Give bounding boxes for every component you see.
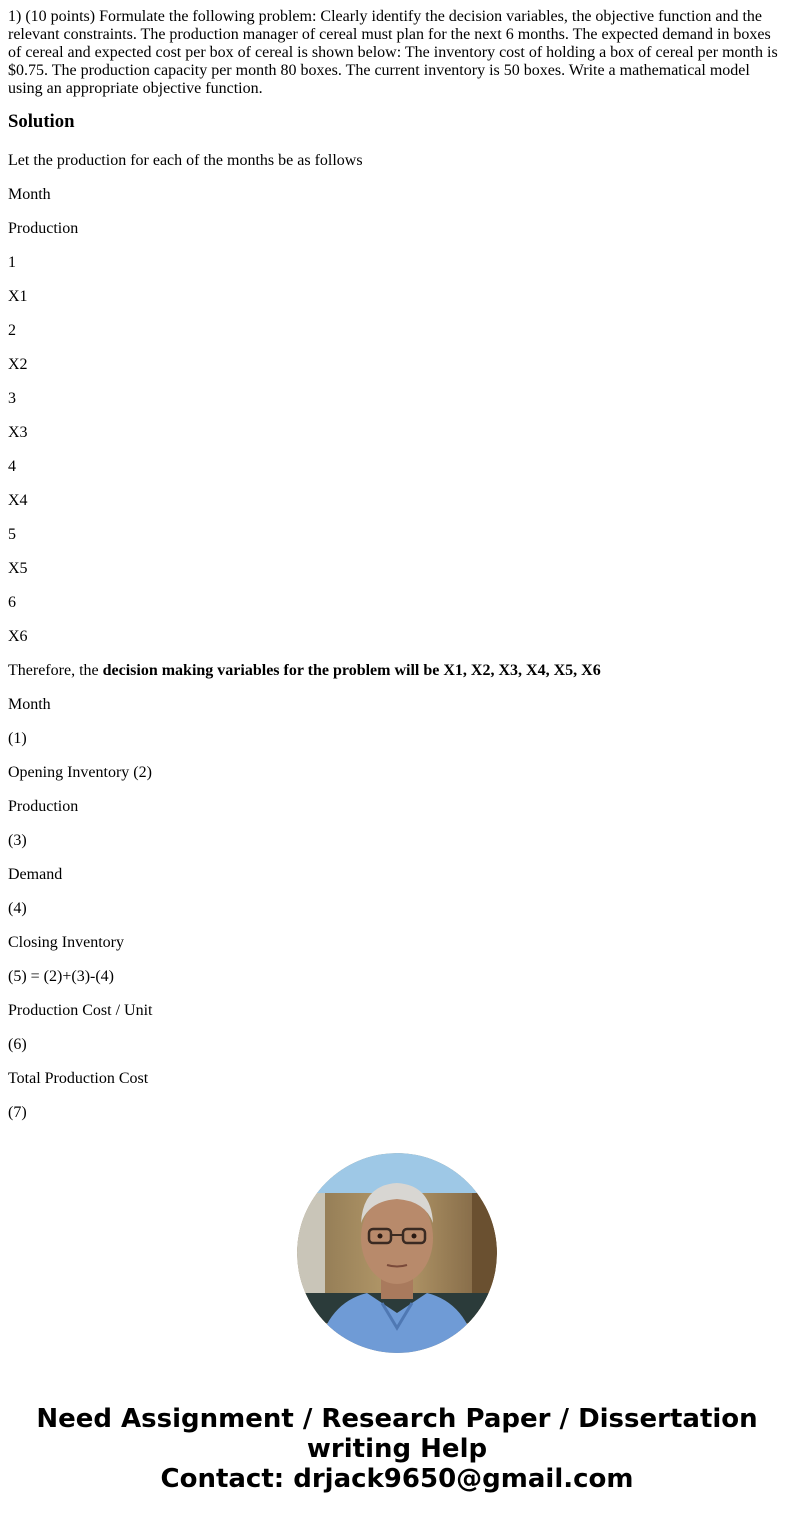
production-table-header-production: Production	[8, 220, 79, 237]
promo-line: Need Assignment / Research Paper / Dissertation	[36, 1404, 758, 1434]
decision-variables-statement	[8, 662, 786, 680]
inventory-table-cell: (4)	[8, 900, 27, 917]
decision-prefix: Therefore, the	[8, 662, 103, 679]
production-table	[8, 186, 786, 646]
author-avatar	[297, 1153, 497, 1353]
promo-line: writing Help	[306, 1434, 488, 1464]
document-body	[8, 8, 786, 1122]
production-row-variable: X2	[8, 356, 28, 373]
production-row-variable: X1	[8, 288, 28, 305]
inventory-table-cell: Month	[8, 696, 51, 713]
inventory-table-cell: Total Production Cost	[8, 1070, 149, 1087]
production-row-variable: X5	[8, 560, 28, 577]
inventory-table-cell: (5) = (2)+(3)-(4)	[8, 968, 114, 985]
production-row-month: 2	[8, 322, 16, 339]
production-row-month: 3	[8, 390, 16, 407]
promo-footer	[0, 1150, 794, 1494]
inventory-table-cell: (3)	[8, 832, 27, 849]
promo-contact: Contact: drjack9650@gmail.com	[160, 1464, 634, 1494]
inventory-table-cell: (7)	[8, 1104, 27, 1121]
production-table-header-month: Month	[8, 186, 51, 203]
inventory-table-cell: (1)	[8, 730, 27, 747]
decision-variables-bold: decision making variables for the problem will be X1, X2, X3, X4, X5, X6	[102, 662, 601, 679]
production-row-variable: X4	[8, 492, 28, 509]
production-row-month: 4	[8, 458, 16, 475]
question-text: 1) (10 points) Formulate the following problem: Clearly identify the decision variables, the objective function and the relevant constraints. The production manager of cereal must plan for the next 6 months. The expected demand in boxes of cereal and expected cost per box of cereal is shown below: The inventory cost of holding a box of cereal per month is $0.75. The production capacity per month 80 boxes. The current inventory is 50 boxes. Write a mathematical model using an appropriate objective function.	[8, 8, 778, 97]
inventory-table-cell: Demand	[8, 866, 63, 883]
inventory-table-cell: Opening Inventory (2)	[8, 764, 152, 781]
inventory-table-cell: (6)	[8, 1036, 27, 1053]
inventory-table-cell: Production	[8, 798, 79, 815]
production-row-month: 1	[8, 254, 16, 271]
solution-heading: Solution	[8, 111, 75, 132]
inventory-table-cell: Production Cost / Unit	[8, 1002, 153, 1019]
inventory-table	[8, 696, 786, 1122]
inventory-table-cell: Closing Inventory	[8, 934, 124, 951]
production-row-variable: X3	[8, 424, 28, 441]
intro-text: Let the production for each of the months be as follows	[8, 152, 363, 169]
promo-text	[0, 1404, 794, 1494]
production-row-variable: X6	[8, 628, 28, 645]
production-row-month: 5	[8, 526, 16, 543]
production-row-month: 6	[8, 594, 16, 611]
